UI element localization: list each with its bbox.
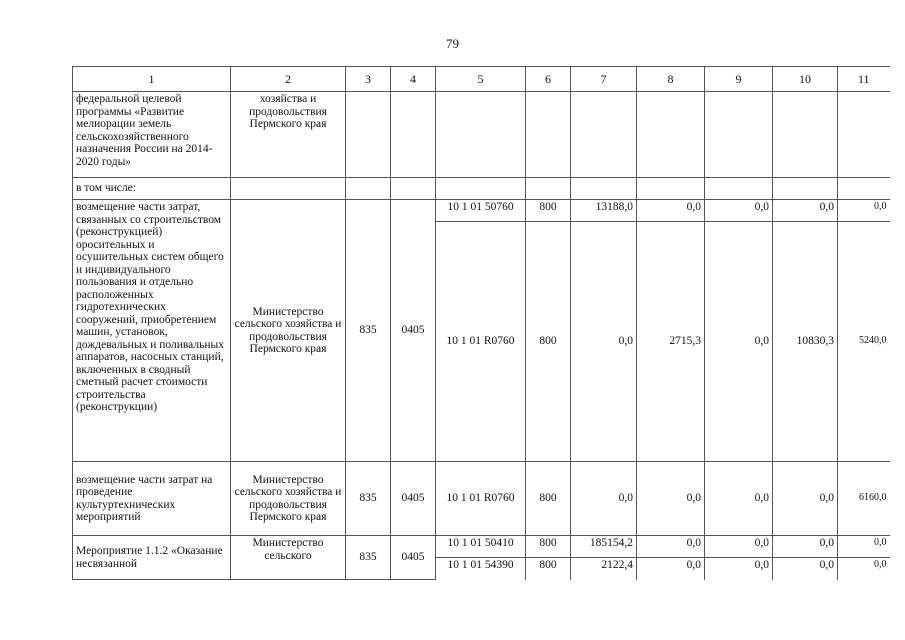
empty-cell (571, 92, 637, 178)
empty-cell (526, 178, 571, 200)
value-col9: 0,0 (705, 558, 773, 580)
value-col10: 0,0 (773, 558, 838, 580)
value-col10: 0,0 (773, 536, 838, 558)
budget-code: 10 1 01 50410 (436, 536, 526, 558)
value-col7: 0,0 (571, 222, 637, 462)
value-col10: 10830,3 (773, 222, 838, 462)
value-col9: 0,0 (705, 462, 773, 536)
value-col11: 0,0 (838, 200, 890, 222)
value-col10: 0,0 (773, 462, 838, 536)
budget-table (72, 66, 890, 580)
empty-cell (346, 92, 391, 178)
table-row (73, 536, 890, 558)
value-col11: 6160,0 (838, 462, 890, 536)
grbs-code: 835 (346, 462, 391, 536)
value-col7: 2122,4 (571, 558, 637, 580)
row-executor: Министерство сельского хозяйства и продовольствия Пермского края (231, 200, 346, 462)
header-cell: 5 (436, 67, 526, 92)
section-code: 0405 (391, 200, 436, 462)
row-name: возмещение части затрат, связанных со строительством (реконструкцией) оросительных и осушительных систем общего и индивидуального пользования и отдельно расположенных гидротехнических сооружений, приобретением машин, установок, дождевальных и поливальных аппаратов, насосных станций, включенных в сводный сметный расчет стоимости строительства (реконструкции) (73, 200, 231, 462)
empty-cell (705, 178, 773, 200)
table-row (73, 462, 890, 536)
grbs-code: 835 (346, 200, 391, 462)
header-cell: 11 (838, 67, 890, 92)
header-cell: 8 (637, 67, 705, 92)
budget-code: 10 1 01 50760 (436, 200, 526, 222)
value-col8: 0,0 (637, 558, 705, 580)
empty-cell (838, 92, 890, 178)
row-name: федеральной целевой программы «Развитие мелиорации земель сельскохозяйственного назначения России на 2014-2020 годы» (73, 92, 231, 178)
value-col11: 5240,0 (838, 222, 890, 462)
grbs-code: 835 (346, 536, 391, 580)
value-col7: 13188,0 (571, 200, 637, 222)
value-col8: 0,0 (637, 200, 705, 222)
header-cell: 4 (391, 67, 436, 92)
budget-code: 10 1 01 R0760 (436, 222, 526, 462)
expense-type: 800 (526, 462, 571, 536)
budget-code: 10 1 01 54390 (436, 558, 526, 580)
empty-cell (773, 178, 838, 200)
budget-code: 10 1 01 R0760 (436, 462, 526, 536)
header-cell: 3 (346, 67, 391, 92)
empty-cell (705, 92, 773, 178)
row-name: в том числе: (73, 178, 231, 200)
header-row (73, 67, 890, 92)
header-cell: 10 (773, 67, 838, 92)
empty-cell (346, 178, 391, 200)
expense-type: 800 (526, 200, 571, 222)
empty-cell (436, 178, 526, 200)
section-code: 0405 (391, 536, 436, 580)
value-col11: 0,0 (838, 536, 890, 558)
value-col9: 0,0 (705, 200, 773, 222)
table-row (73, 178, 890, 200)
page-number: 79 (446, 36, 459, 51)
table-row (73, 92, 890, 178)
empty-cell (838, 178, 890, 200)
expense-type: 800 (526, 222, 571, 462)
header-cell: 7 (571, 67, 637, 92)
header-cell: 9 (705, 67, 773, 92)
empty-cell (637, 178, 705, 200)
empty-cell (391, 92, 436, 178)
row-name: Мероприятие 1.1.2 «Оказание несвязанной (73, 536, 231, 580)
row-name: возмещение части затрат на проведение культуртехнических мероприятий (73, 462, 231, 536)
empty-cell (571, 178, 637, 200)
section-code: 0405 (391, 462, 436, 536)
value-col7: 185154,2 (571, 536, 637, 558)
row-executor: хозяйства и продовольствия Пермского края (231, 92, 346, 178)
header-cell: 2 (231, 67, 346, 92)
value-col8: 2715,3 (637, 222, 705, 462)
empty-cell (526, 92, 571, 178)
header-cell: 6 (526, 67, 571, 92)
value-col7: 0,0 (571, 462, 637, 536)
empty-cell (391, 178, 436, 200)
empty-cell (436, 92, 526, 178)
empty-cell (773, 92, 838, 178)
value-col11: 0,0 (838, 558, 890, 580)
value-col10: 0,0 (773, 200, 838, 222)
value-col8: 0,0 (637, 462, 705, 536)
empty-cell (637, 92, 705, 178)
header-cell: 1 (73, 67, 231, 92)
value-col8: 0,0 (637, 536, 705, 558)
row-executor: Министерство сельского хозяйства и продовольствия Пермского края (231, 462, 346, 536)
expense-type: 800 (526, 536, 571, 558)
row-executor: Министерство сельского (231, 536, 346, 580)
expense-type: 800 (526, 558, 571, 580)
value-col9: 0,0 (705, 536, 773, 558)
value-col9: 0,0 (705, 222, 773, 462)
table-row (73, 200, 890, 222)
empty-cell (231, 178, 346, 200)
